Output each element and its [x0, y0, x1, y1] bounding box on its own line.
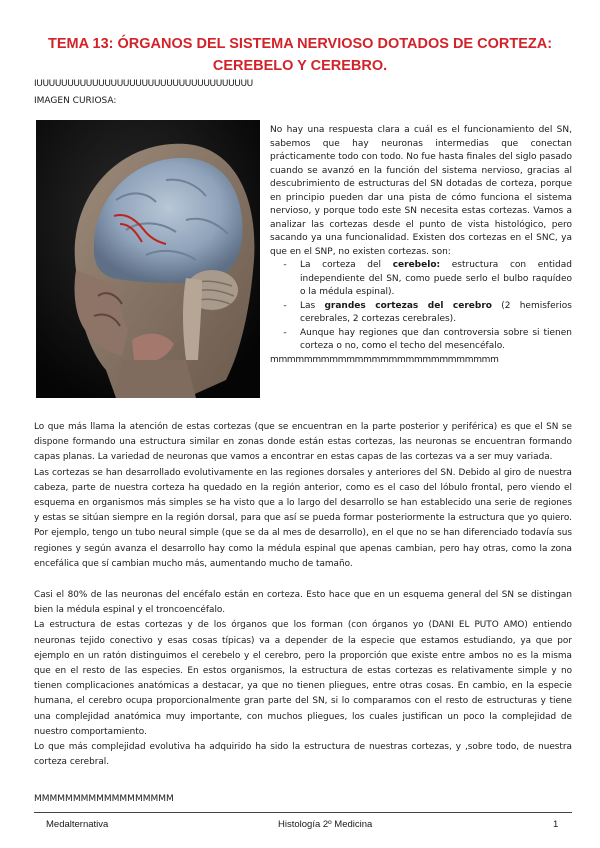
body-paragraph: Las cortezas se han desarrollado evolutivamente en las regiones dorsales y anteriores del SN. Debido al giro de nuestra cabeza, parte de nuestra corteza ha quedado en la región anterior, como es el caso del lóbulo frontal, pero viendo el esquema en organismos más simples se ha visto que a lo largo del desarrollo se han establecido una serie de regiones y estas se sitúan siempre en la región dorsal, para que así se pueda formar posteriormente la estructura que yo quiero. Por ejemplo, tengo un tubo neural simple (que se da al mes de desarrollo), en el que no se han diferenciado todavía sus regiones y según avanza el desarrollo hay como la médula espinal que apenas cambian, pero hay otras, como la zona encefálica que sí cambian mucho más, aumentando mucho de tamaño. — [34, 467, 572, 569]
side-column-text — [270, 124, 572, 367]
bullet-item-cerebelo — [270, 259, 572, 300]
page-title-line-1: TEMA 13: ÓRGANOS DEL SISTEMA NERVIOSO DOTADOS DE CORTEZA: — [47, 36, 553, 52]
footer-page-number: 1 — [553, 819, 559, 830]
filler-text-side: mmmmmmmmmmmmmmmmmmmmmmmmmmm — [270, 354, 499, 365]
brain-section-illustration — [36, 120, 260, 398]
bullet-text-pre: La corteza del — [300, 260, 393, 270]
bullet-text — [300, 300, 572, 327]
bullet-text — [300, 327, 572, 354]
brain-sagittal-section-image — [36, 120, 260, 398]
bullet-text-pre: Las — [300, 300, 325, 311]
bullet-dash: - — [283, 260, 287, 270]
bullet-text-bold: cerebelo: — [392, 260, 441, 270]
page-title-line-2: CEREBELO Y CEREBRO. — [212, 58, 388, 74]
footer-subject: Histología 2º Medicina — [278, 819, 373, 830]
body-section-2 — [34, 588, 572, 770]
body-paragraph: La estructura de estas cortezas y de los órganos que los forman (con órganos yo (DANI EL PUTO AMO) entiendo neuronas tejido conectivo y esas cosas típicas) va a depender de la especie que estamos estudiando, ya que por ejemplo en un ratón distinguimos el cerebelo y el cerebro, pero la proporción que existe entre ambos no es la misma que en el resto de las especies. En estos organismos, la estructura de estas cortezas es relativamente simple y no tienen complicaciones anatómicas a destacar, ya que no tienen pliegues, entre otras cosas. En cambio, en la especie humana, el cerebro ocupa proporcionalmente gran parte del SN, si lo comparamos con el resto de estructuras y tiene una complejidad anatómica muy importante, con muchos pliegues, los cuales justifican un poco la complejidad de nuestro comportamiento. — [34, 620, 572, 737]
bullet-dash: - — [283, 327, 287, 338]
bullet-dash: - — [283, 300, 287, 311]
body-section-1 — [34, 420, 572, 572]
side-intro-paragraph: No hay una respuesta clara a cuál es el funcionamiento del SN, sabemos que hay neuronas intermedias que conectan prácticamente todo con todo. No fue hasta finales del siglo pasado cuando se avanzó en la función del sistema nervioso, gracias al descubrimiento de estructuras del SN dotadas de corteza, porque en principio pueden dar una pista de cómo funciona el sistema nervioso, y porque todo este SN necesita estas cortezas. Vamos a analizar las cortezas desde el punto de vista histológico, pero sacando ya una funcionalidad. Existen dos cortezas en el SNC, ya que en el SNP, no existen cortezas. son: — [270, 125, 572, 257]
filler-text-top: IUUUUUUUUUUUUUUUUUUUUUUUUUUUUUUUUUUU — [34, 79, 253, 89]
bullet-text — [300, 259, 572, 300]
bullet-text-post: (2 hemisferios cerebrales, 2 cortezas cerebrales). — [300, 300, 572, 324]
bullet-text-post: estructura con entidad independiente del SN, como puede serlo el bulbo raquídeo o la médula espinal). — [300, 260, 572, 297]
body-paragraph: Lo que más llama la atención de estas cortezas (que se encuentran en la parte posterior y periférica) es que el SN se dispone formando una estructura similar en zonas donde están estas cortezas, las neuronas se encuentran formando capas planas. La variedad de neuronas que vamos a encontrar en estas capas de las cortezas va a ser muy variada. — [34, 422, 572, 463]
bullet-text-pre: Aunque hay regiones que dan controversia sobre si tienen corteza o no, como el techo del mesencéfalo. — [300, 327, 572, 351]
body-paragraph: Casi el 80% de las neuronas del encéfalo están en corteza. Esto hace que en un esquema general del SN se distingan bien la médula espinal y el troncoencéfalo. — [34, 590, 572, 616]
footer-divider — [34, 812, 572, 813]
bullet-item-cerebro — [270, 300, 572, 327]
footer-source: Medalternativa — [46, 819, 109, 830]
body-paragraph: Lo que más complejidad evolutiva ha adquirido ha sido la estructura de nuestras cortezas, y ,sobre todo, de nuestra corteza cerebral. — [34, 742, 572, 768]
bullet-item-mesencefalo — [270, 327, 572, 354]
image-caption: IMAGEN CURIOSA: — [34, 96, 117, 106]
bullet-text-bold: grandes cortezas del cerebro — [324, 300, 492, 311]
filler-text-bottom: MMMMMMMMMMMMMMMMMM — [34, 794, 174, 804]
